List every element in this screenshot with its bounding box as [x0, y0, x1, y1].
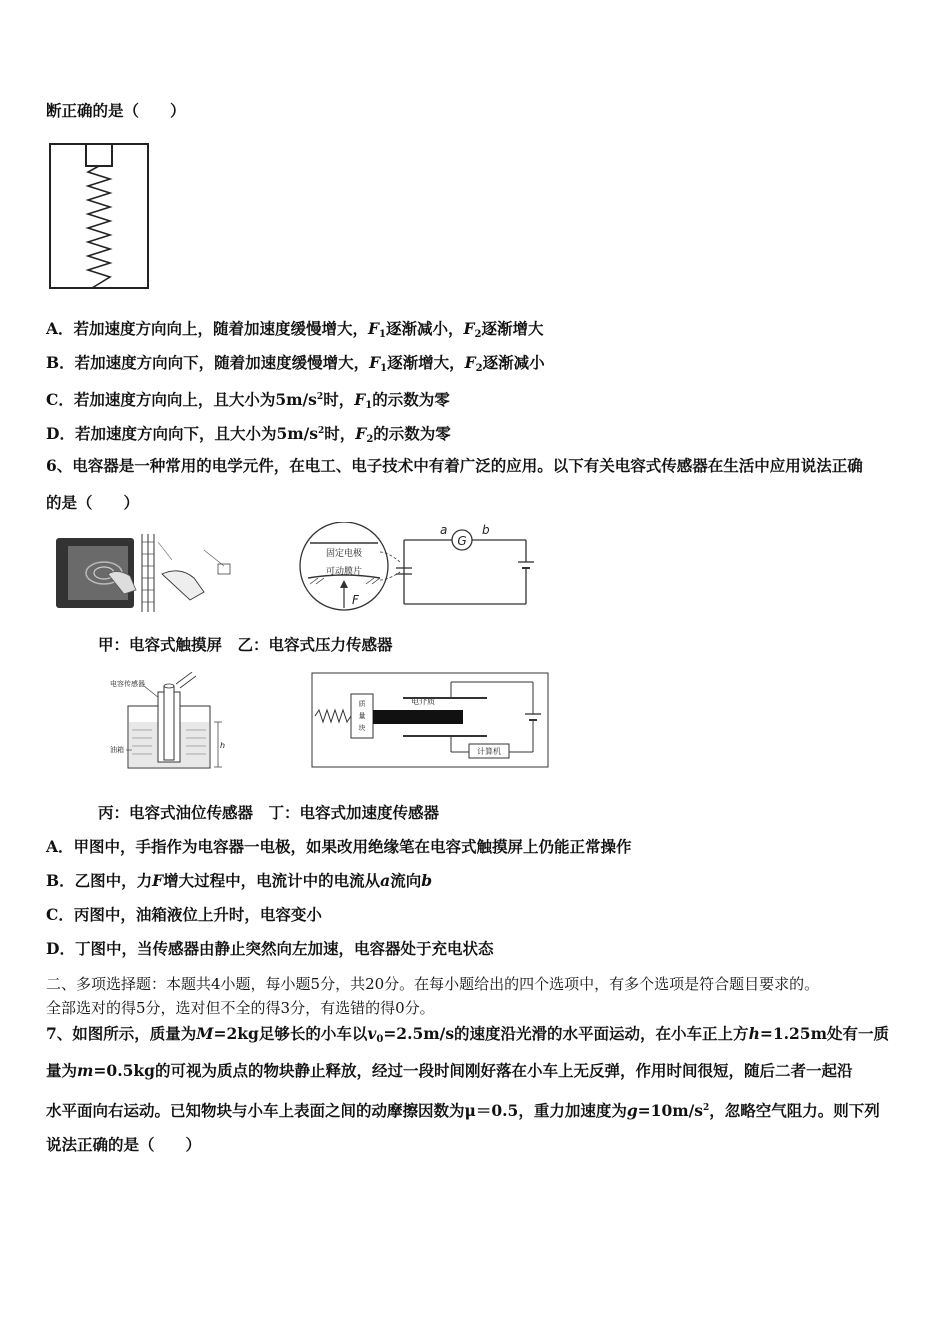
computer-label: 计算机 [477, 747, 501, 756]
h-label: h [220, 741, 226, 750]
q6-stem-line2: 的是（ ） [46, 493, 140, 512]
q5-stem-tail: 断正确的是（ ） [46, 101, 186, 120]
q7-line2: 量为m=0.5kg的可视为质点的物块静止释放，经过一段时间刚好落在小车上无反弹，作用时间很短，随后二者一起沿 [46, 1061, 853, 1080]
point-b-label: b [482, 523, 490, 537]
q7-line3: 水平面向右运动。已知物块与小车上表面之间的动摩擦因数为μ＝0.5，重力加速度为$g=10m/s^2$，忽略空气阻力。则下列 [46, 1101, 880, 1120]
oil-tank-label: 油箱 [110, 746, 124, 754]
touchscreen-figure [54, 530, 234, 620]
section2-line2: 全部选对的得5分，选对但不全的得3分，有选错的得0分。 [46, 999, 435, 1017]
fixed-electrode-label: 固定电极 [325, 549, 363, 559]
mass-label-3: 块 [358, 724, 366, 732]
movable-membrane-label: 可动膜片 [325, 567, 363, 577]
q7-line1: 7、如图所示，质量为M=2kg足够长的小车以$v_0=2.5m/s$的速度沿光滑的水平面运动，在小车正上方h=1.25m处有一质 [46, 1024, 889, 1045]
spring-box-figure [48, 142, 150, 290]
force-label: F [352, 593, 359, 607]
q6-caption1: 甲：电容式触摸屏 乙：电容式压力传感器 [98, 635, 393, 654]
q5-option-c: C．若加速度方向向上，且大小为$5m/s^2$时，$F_1$的示数为零 [46, 390, 450, 411]
q7-line4: 说法正确的是（ ） [46, 1135, 202, 1154]
mass-label-2: 量 [358, 712, 366, 720]
q6-option-d: D．丁图中，当传感器由静止突然向左加速，电容器处于充电状态 [46, 939, 494, 958]
mass-label-1: 质 [358, 700, 366, 708]
q6-option-c: C．丙图中，油箱液位上升时，电容变小 [46, 905, 322, 924]
cap-sensor-label: 电容传感器 [110, 680, 145, 688]
q5-option-a: A．若加速度方向向上，随着加速度缓慢增大，$F_1$逐渐减小，$F_2$逐渐增大 [46, 319, 544, 340]
q6-option-a: A．甲图中，手指作为电容器一电极，如果改用绝缘笔在电容式触摸屏上仍能正常操作 [46, 837, 632, 856]
pressure-sensor-figure [296, 522, 536, 612]
oil-level-sensor-figure [108, 672, 232, 770]
accelerometer-figure [311, 672, 551, 770]
q5-option-d: D．若加速度方向向下，且大小为$5m/s^2$时，$F_2$的示数为零 [46, 424, 451, 445]
q6-stem-line1: 6、电容器是一种常用的电学元件，在电工、电子技术中有着广泛的应用。以下有关电容式传感器在生活中应用说法正确 [46, 456, 863, 475]
q5-option-b: B．若加速度方向向下，随着加速度缓慢增大，$F_1$逐渐增大，$F_2$逐渐减小 [46, 353, 545, 374]
q6-caption2: 丙：电容式油位传感器 丁：电容式加速度传感器 [98, 803, 440, 822]
dielectric-label: 电介质 [411, 697, 435, 706]
point-a-label: a [440, 523, 448, 537]
galvanometer-label: G [457, 534, 467, 548]
q6-option-b: B．乙图中，力F增大过程中，电流计中的电流从a流向b [46, 871, 433, 890]
section2-line1: 二、多项选择题：本题共4小题，每小题5分，共20分。在每小题给出的四个选项中，有多个选项是符合题目要求的。 [46, 975, 820, 993]
